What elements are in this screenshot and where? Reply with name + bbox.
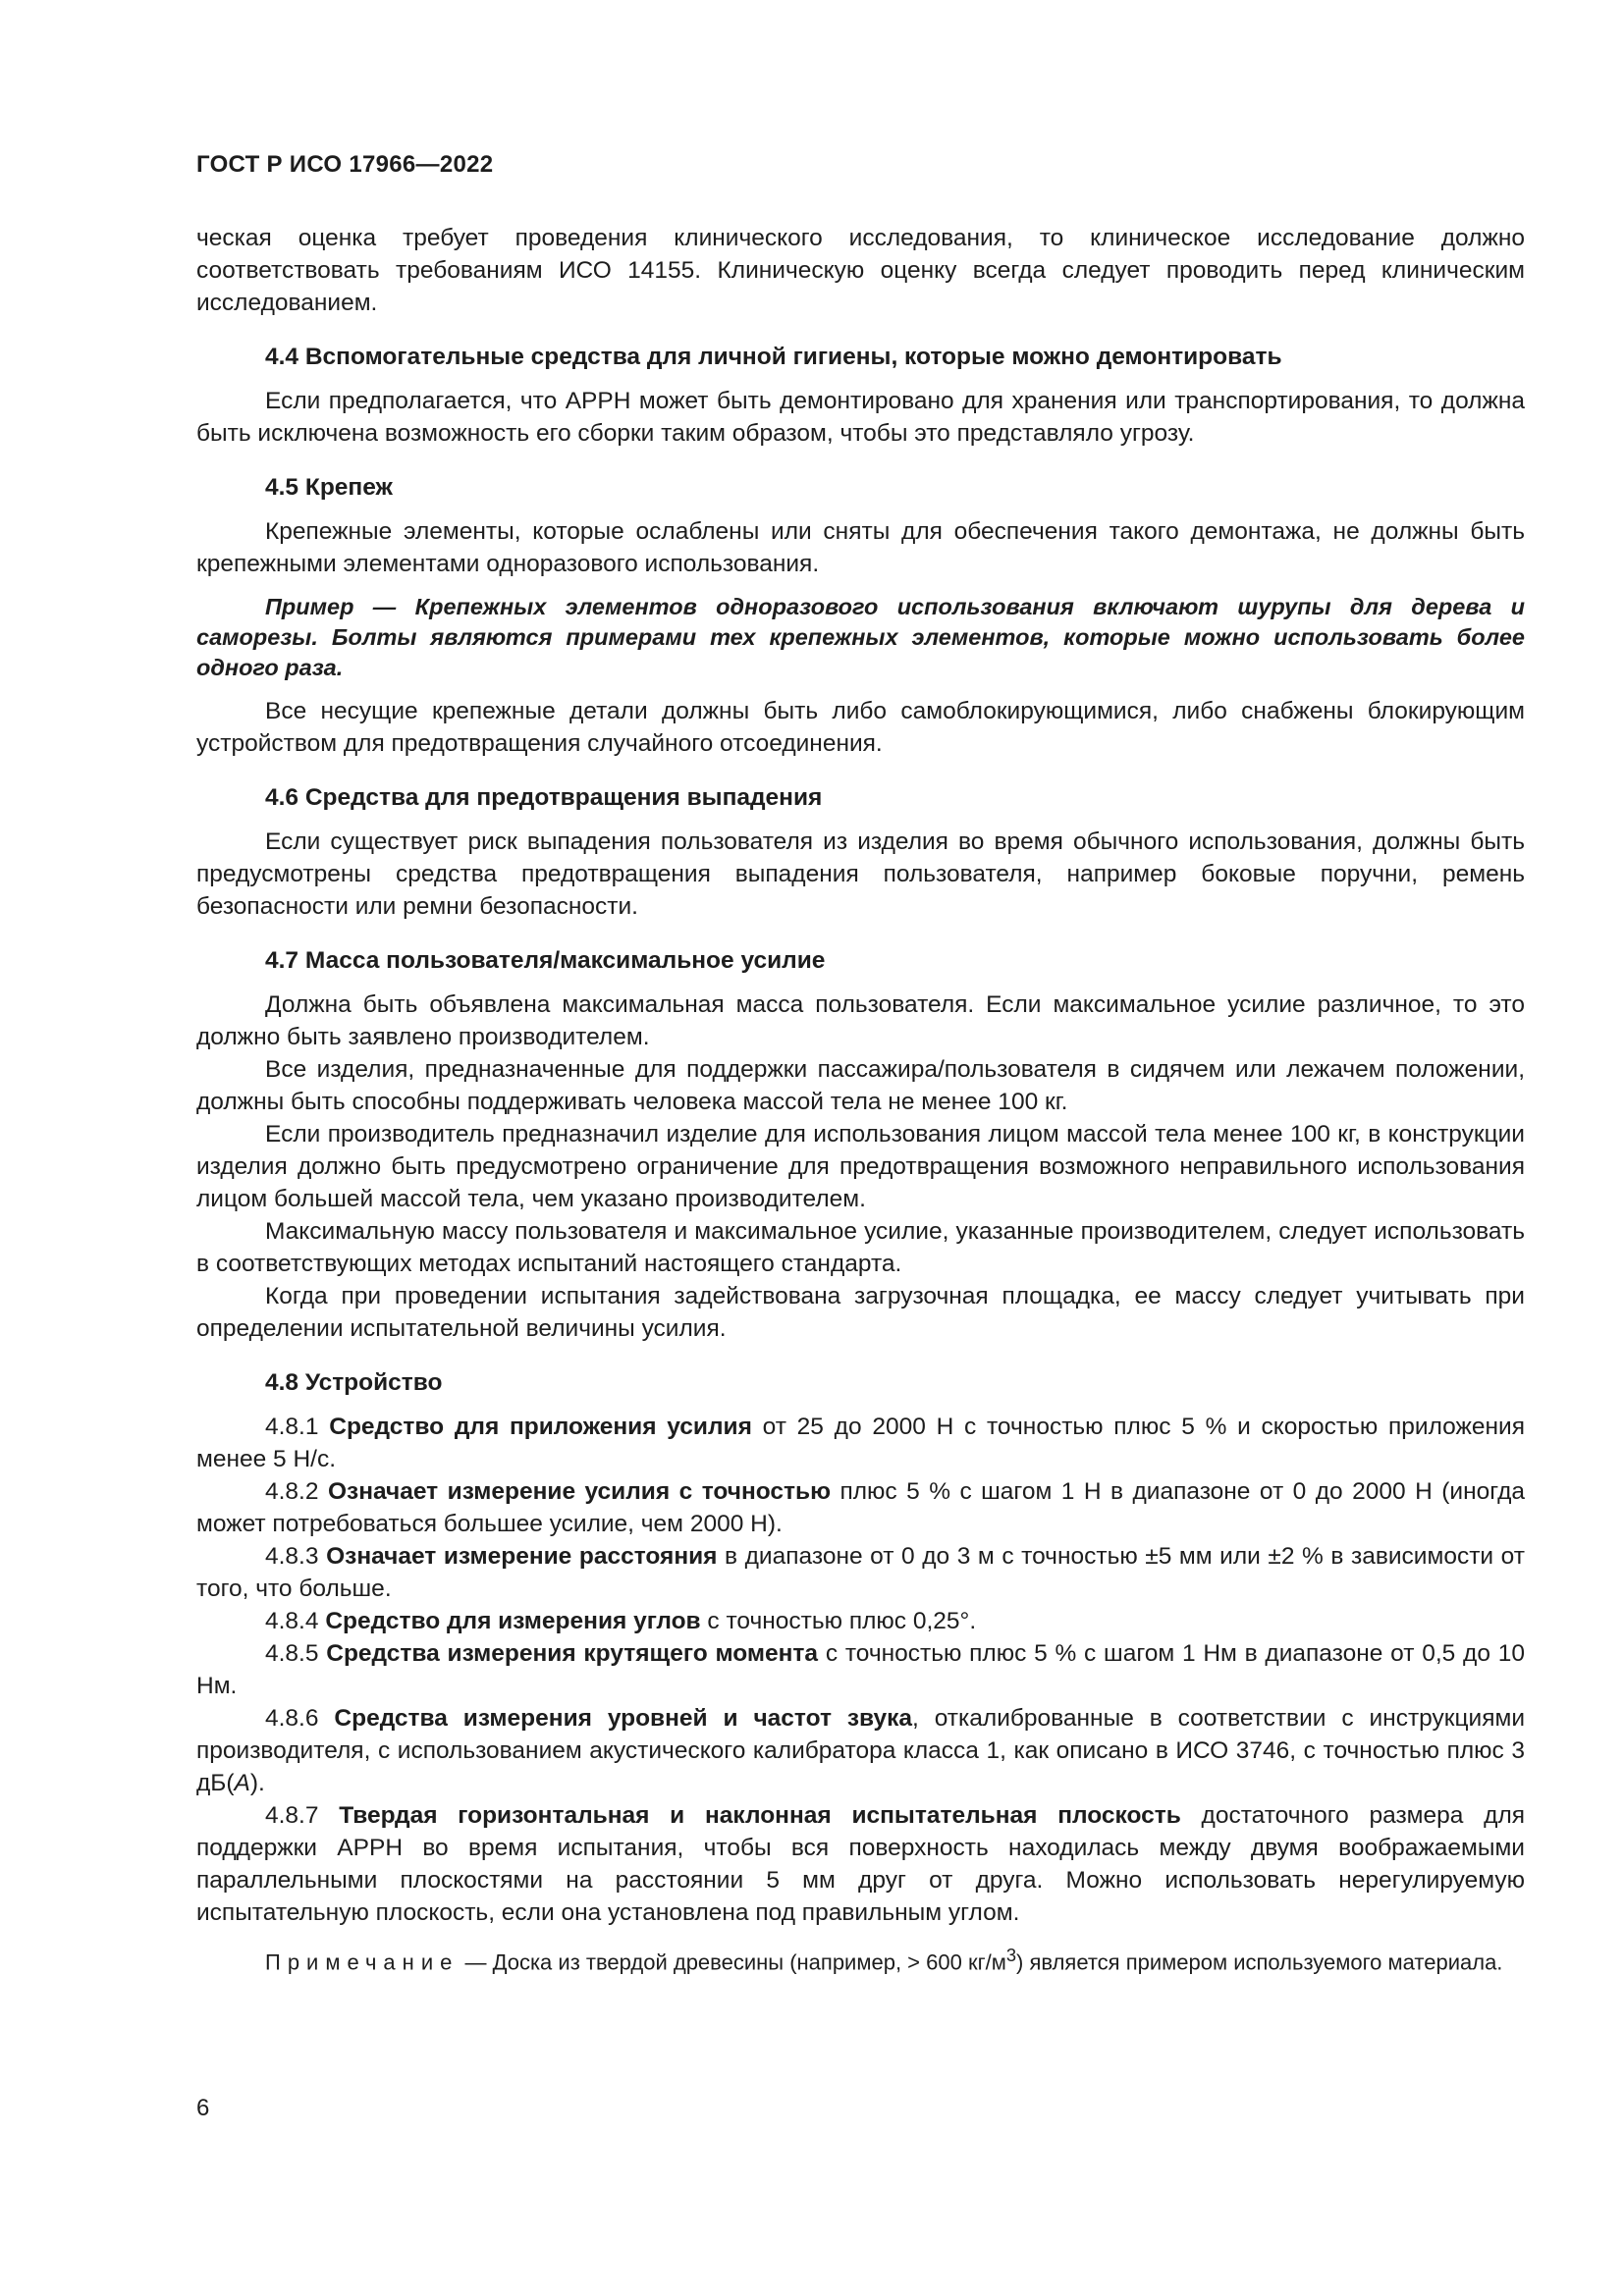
note-text: — Доска из твердой древесины (например, > 600 кг/м	[459, 1949, 1006, 1975]
item-text: в диапазоне от 0 до 3 м с точностью ±5 мм или ±2 % в зависимости от того, что больше.	[196, 1543, 1525, 1602]
item-term: Средство для приложения усилия	[329, 1414, 752, 1440]
item-4-8-1	[196, 1411, 1525, 1475]
item-term: Означает измерение расстояния	[326, 1543, 718, 1570]
note-tail: ) является примером используемого материала.	[1016, 1949, 1503, 1975]
item-4-8-5	[196, 1637, 1525, 1702]
item-text: от 25 до 2000 Н с точностью плюс 5 % и скоростью приложения менее 5 Н/с.	[196, 1414, 1525, 1472]
section-4-7-paragraph-5: Когда при проведении испытания задействована загрузочная площадка, ее массу следует учитывать при определении испытательной величины усилия.	[196, 1283, 1525, 1342]
item-text: достаточного размера для поддержки АРРН во время испытания, чтобы вся поверхность находилась между двумя воображаемыми параллельными плоскостями на расстоянии 5 мм друг от друга. Можно использовать нерегулируемую испытательную плоскость, если она установлена под правильным углом.	[196, 1802, 1526, 1926]
item-4-8-6	[196, 1702, 1525, 1799]
item-term: Означает измерение усилия с точностью	[327, 1478, 832, 1505]
item-text: , откалиброванные в соответствии с инструкциями производителя, с использованием акустического калибратора класса 1, как описано в ИСО 3746, с точностью плюс 3 дБ(	[196, 1705, 1526, 1796]
item-term: Средства измерения уровней и частот звука	[334, 1705, 912, 1732]
item-text: плюс 5 % с шагом 1 Н в диапазоне от 0 до 2000 Н (иногда может потребоваться большее усилие, чем 2000 Н).	[196, 1478, 1525, 1537]
item-italic: А	[234, 1770, 250, 1796]
intro-paragraph: ческая оценка требует проведения клинического исследования, то клиническое исследование должно соответствовать требованиям ИСО 14155. Клиническую оценку всегда следует проводить перед клиническим исследованием.	[196, 225, 1525, 316]
document-page	[196, 0, 1525, 2296]
item-text: с точностью плюс 0,25°.	[700, 1608, 977, 1634]
document-header: ГОСТ Р ИСО 17966—2022	[196, 151, 494, 178]
section-4-5-paragraph-1: Крепежные элементы, которые ослаблены или сняты для обеспечения такого демонтажа, не должны быть крепежными элементами одноразового использования.	[196, 518, 1525, 577]
note-superscript: 3	[1005, 1945, 1017, 1965]
section-4-5-heading: 4.5 Крепеж	[265, 474, 393, 501]
item-tail: ).	[249, 1770, 265, 1796]
section-4-5-example: Пример — Крепежных элементов одноразового использования включают шурупы для дерева и саморезы. Болты являются примерами тех крепежных элементов, которые можно использовать более одного раза.	[196, 594, 1525, 680]
section-4-7-heading: 4.7 Масса пользователя/максимальное усилие	[265, 947, 826, 974]
item-term: Средство для измерения углов	[325, 1608, 701, 1634]
item-number: 4.8.7	[265, 1802, 319, 1829]
section-4-8-heading: 4.8 Устройство	[265, 1369, 443, 1396]
item-term: Твердая горизонтальная и наклонная испытательная плоскость	[339, 1802, 1181, 1829]
item-number: 4.8.4	[265, 1608, 319, 1634]
section-4-7-paragraph-3: Если производитель предназначил изделие для использования лицом массой тела менее 100 кг, в конструкции изделия должно быть предусмотрено ограничение для предотвращения возможного неправильного использования лицом большей массой тела, чем указано производителем.	[196, 1121, 1525, 1212]
item-4-8-2	[196, 1475, 1525, 1540]
section-4-6-heading: 4.6 Средства для предотвращения выпадения	[265, 784, 823, 811]
item-number: 4.8.1	[265, 1414, 319, 1440]
document-body	[196, 222, 1525, 1977]
item-number: 4.8.2	[265, 1478, 319, 1505]
note-label: Примечание	[265, 1949, 460, 1975]
section-4-6-paragraph: Если существует риск выпадения пользователя из изделия во время обычного использования, должны быть предусмотрены средства предотвращения выпадения пользователя, например боковые поручни, ремень безопасности или ремни безопасности.	[196, 828, 1525, 920]
section-4-5-paragraph-2: Все несущие крепежные детали должны быть либо самоблокирующимися, либо снабжены блокирующим устройством для предотвращения случайного отсоединения.	[196, 698, 1525, 757]
item-number: 4.8.6	[265, 1705, 319, 1732]
section-4-7-paragraph-4: Максимальную массу пользователя и максимальное усилие, указанные производителем, следует использовать в соответствующих методах испытаний настоящего стандарта.	[196, 1218, 1525, 1277]
item-4-8-7	[196, 1799, 1525, 1929]
note-paragraph	[196, 1941, 1525, 1977]
item-term: Средства измерения крутящего момента	[326, 1640, 819, 1667]
item-text: с точностью плюс 5 % с шагом 1 Нм в диапазоне от 0,5 до 10 Нм.	[196, 1640, 1525, 1699]
item-4-8-3	[196, 1540, 1525, 1605]
section-4-7-paragraph-1: Должна быть объявлена максимальная масса пользователя. Если максимальное усилие различное, то это должно быть заявлено производителем.	[196, 991, 1525, 1050]
section-4-4-paragraph: Если предполагается, что АРРН может быть демонтировано для хранения или транспортирования, то должна быть исключена возможность его сборки таким образом, чтобы это представляло угрозу.	[196, 388, 1525, 447]
section-4-4-heading: 4.4 Вспомогательные средства для личной гигиены, которые можно демонтировать	[265, 344, 1282, 370]
page-number: 6	[196, 2095, 210, 2121]
item-number: 4.8.3	[265, 1543, 319, 1570]
item-number: 4.8.5	[265, 1640, 319, 1667]
section-4-7-paragraph-2: Все изделия, предназначенные для поддержки пассажира/пользователя в сидячем или лежачем положении, должны быть способны поддерживать человека массой тела не менее 100 кг.	[196, 1056, 1525, 1115]
item-4-8-4	[196, 1605, 1525, 1637]
